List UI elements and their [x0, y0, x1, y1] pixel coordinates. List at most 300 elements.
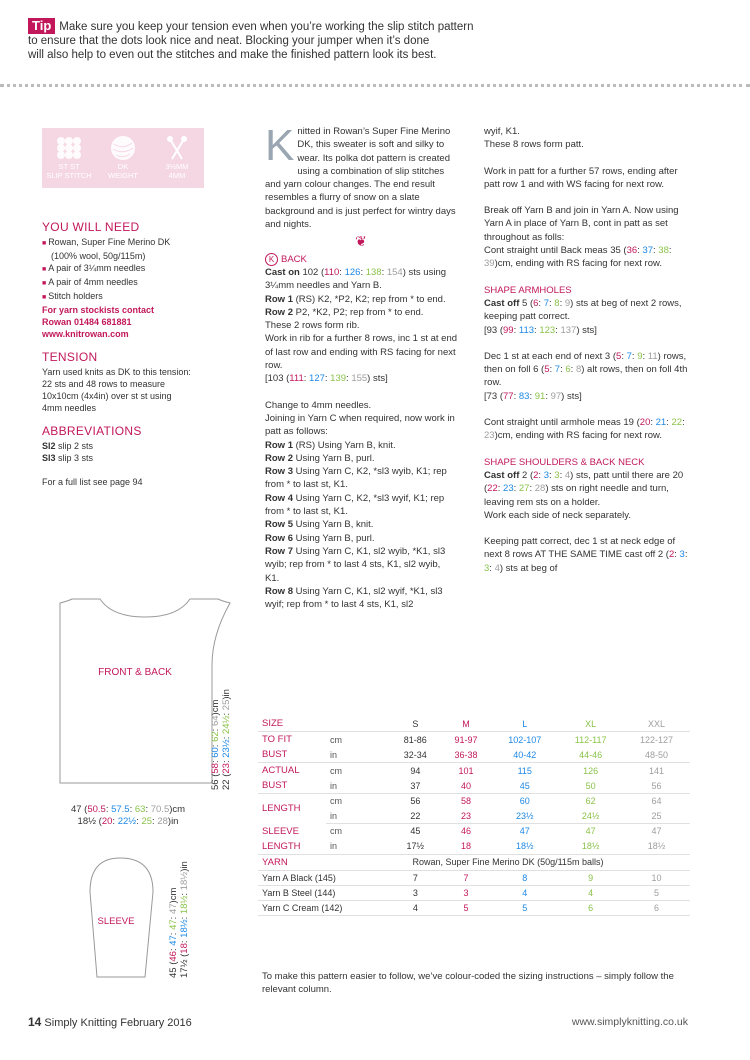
row-key: Row 7 [265, 545, 293, 557]
size-header: SIZE [258, 716, 326, 732]
row-label: ACTUAL [262, 765, 300, 776]
row-label: LENGTH [258, 839, 326, 855]
tension-text: Yarn used knits as DK to this tension: 22 sts and 48 rows to measure 10x10cm (4x4in) over st st using 4mm needles [42, 367, 191, 413]
stockist-url: www.knitrowan.com [42, 329, 129, 339]
back-title: BACK [281, 253, 307, 265]
row-text: P2, *K2, P2; rep from * to end. [295, 306, 424, 318]
para: Cont straight until Back meas 35 (36: 37: 38: 39)cm, ending with RS facing for next row. [484, 245, 672, 270]
size-xxl: 155 [351, 373, 368, 385]
size-table [258, 716, 690, 916]
para: Cast off 2 (2: 3: 3: 4) sts, patt until there are 20 (22: 23: 27: 28) sts on right needle and turn, leaving rem sts on a holder. [484, 469, 684, 508]
size-xxl: 39 [484, 258, 495, 270]
size-l: 3 [679, 549, 685, 561]
value-cell: 3 [390, 885, 441, 900]
tip-box [28, 18, 728, 62]
txt: 56 ( [210, 773, 221, 790]
material-item: ■ Stitch holders [42, 290, 222, 304]
row-instruction [265, 306, 457, 319]
row-text: Using Yarn B, purl. [295, 452, 375, 464]
para: These 8 rows form patt. [484, 139, 584, 151]
txt: 18½ ( [77, 816, 102, 827]
size-xxl: 137 [560, 324, 577, 336]
value-cell: 6 [558, 900, 623, 915]
stitch-info [45, 134, 93, 188]
size-xxl: 97 [550, 390, 562, 402]
value-cell: 45 [491, 778, 558, 794]
value-cell: 17½ [390, 839, 441, 855]
abbr-full-list: For a full list see page 94 [42, 477, 143, 487]
value-cell: 47 [519, 826, 530, 837]
value-cell: 40 [441, 778, 492, 794]
value-cell: 101 [458, 765, 474, 776]
needles-icon [153, 134, 201, 162]
row-key: Row 8 [265, 585, 293, 597]
size-xl: 139 [330, 373, 347, 385]
shape-shoulders-heading: SHAPE SHOULDERS & BACK NECK [484, 456, 645, 468]
value-cell: 47 [585, 826, 596, 837]
row-key: Row 1 [265, 439, 293, 451]
value-cell: 46 [460, 826, 471, 837]
icon-label: DK [117, 162, 129, 171]
size-m: 50.5 [87, 804, 106, 815]
join-yarn: Joining in Yarn C when required, now work in patt as follows: [265, 412, 455, 438]
value-cell: 7 [390, 870, 441, 885]
intro-text: nitted in Rowan’s Super Fine Merino DK, this sweater is soft and silky to wear. Its polka dot pattern is created using a combination of slip stitches and yarn colour changes. The end result resembles a flurry of snow on a slate background and is just perfect for wintry days and nights. [265, 126, 456, 231]
pattern-info-icons [42, 128, 204, 188]
table-row [258, 870, 690, 885]
stockist-phone: Rowan 01484 681881 [42, 317, 132, 327]
para: Cont straight until armhole meas 19 (20: 21: 22: 23)cm, ending with RS facing for next row. [484, 417, 685, 442]
abbr-value: slip 3 sts [58, 453, 94, 463]
size-xl: 25 [141, 816, 153, 827]
ornament-icon: ❦ [355, 233, 367, 250]
txt: ) sts] [561, 390, 582, 402]
table-row [258, 763, 690, 779]
size-m: 46 [168, 951, 179, 962]
icon-label: 4MM [168, 171, 186, 180]
txt: ) sts at beg of [499, 562, 558, 574]
value-cell: 18½ [623, 839, 690, 855]
txt: )in [167, 816, 179, 827]
row-instruction [265, 532, 457, 545]
txt: 45 ( [168, 961, 179, 978]
txt: 102 ( [302, 266, 325, 278]
size-l: 7 [543, 297, 549, 309]
size-xxl: 4 [564, 469, 571, 481]
intro-paragraph [265, 121, 457, 231]
row-instruction [265, 492, 457, 519]
row-label: TO FIT [262, 734, 292, 745]
row-label: LENGTH [262, 803, 301, 815]
size-l: 83 [518, 390, 530, 402]
you-will-need-title: YOU WILL NEED [42, 220, 140, 234]
value-cell: 10 [623, 870, 690, 885]
value-cell: 18½ [491, 839, 558, 855]
abbr-item [42, 452, 222, 464]
unit-cell: cm [330, 796, 342, 807]
txt: ) sts, patt until there are 20 ( [484, 469, 684, 495]
unit-cell: in [326, 747, 390, 763]
value-cell: 115 [517, 765, 532, 776]
value-cell: 64 [651, 796, 662, 807]
size-xl: 63 [134, 804, 146, 815]
value-cell: 4 [491, 885, 558, 900]
yarn-name: Yarn A Black (145) [258, 870, 390, 885]
size-l: 47 [168, 935, 179, 946]
unit-cell [326, 716, 390, 732]
size-l: 7 [554, 364, 561, 376]
row-key: Row 2 [265, 306, 293, 318]
tension-title: TENSION [42, 350, 98, 364]
abbr-value: slip 2 sts [58, 441, 94, 451]
row-label: SLEEVE [262, 825, 299, 837]
stitch-count: [73 (77: 83: 91: 97) sts] [484, 390, 582, 402]
size-xl: 6 [565, 364, 571, 376]
table-row [258, 716, 690, 732]
value-cell: 48-50 [623, 747, 690, 763]
size-m: 99 [503, 324, 514, 336]
size-l: 127 [309, 373, 325, 385]
icon-label: SLIP STITCH [46, 171, 92, 180]
yarn-name: Yarn C Cream (142) [258, 900, 390, 915]
size-m: 23 [221, 763, 232, 774]
footer-url[interactable]: www.simplyknitting.co.uk [571, 1016, 688, 1028]
row-text: Using Yarn B, purl. [295, 532, 375, 544]
tip-line: will also help to even out the stitches and make the finished pattern look its best. [28, 49, 437, 61]
txt: 5 ( [522, 297, 534, 309]
size-m: 22 [487, 483, 498, 495]
size-l: 60 [210, 747, 221, 758]
value-cell: 5 [491, 900, 558, 915]
value-cell: 40-42 [491, 747, 558, 763]
size-m: 5 [616, 350, 622, 362]
colour-code-note: To make this pattern easier to follow, we’ve colour-coded the sizing instructions – simply follow the relevant column. [262, 971, 674, 995]
size-xl: 3 [484, 562, 490, 574]
txt: )cm [169, 804, 186, 815]
table-row [258, 732, 690, 748]
size-m: 20 [639, 417, 651, 429]
value-cell: 18 [441, 839, 492, 855]
size-xl: 47 [168, 919, 179, 930]
para: Break off Yarn B and join in Yarn A. Now using Yarn A in place of Yarn B, cont in patt as set throughout as folls: [484, 205, 679, 243]
txt: 22 ( [221, 773, 232, 790]
size-cell: S [390, 716, 441, 732]
tip-badge: Tip [28, 18, 55, 34]
cast-on-key: Cast on [265, 266, 300, 278]
yarn-ball-icon [99, 134, 147, 162]
rib-text: These 2 rows form rib. [265, 320, 360, 332]
row-instruction [265, 545, 457, 585]
value-cell: 36-38 [441, 747, 492, 763]
value-cell: 112-117 [574, 734, 607, 745]
txt: [73 ( [484, 390, 504, 402]
size-m: 2 [668, 549, 675, 561]
materials-column [42, 220, 222, 488]
size-xl: 123 [539, 324, 556, 336]
txt: )cm [168, 887, 179, 904]
size-xxl: 47 [168, 903, 179, 915]
size-xl: 24½ [221, 715, 232, 734]
material-item: ■ A pair of 3¼mm needles [42, 262, 222, 276]
pattern-column-2 [484, 125, 689, 575]
sleeve-label: SLEEVE [97, 916, 135, 927]
abbreviations-title: ABBREVIATIONS [42, 424, 142, 438]
unit-cell: cm [330, 765, 342, 776]
size-cell: L [491, 716, 558, 732]
table-row [258, 839, 690, 855]
txt: ) rows, then on foll 6 ( [484, 350, 687, 376]
table-row [258, 747, 690, 763]
value-cell: 6 [623, 900, 690, 915]
size-l: 23½ [221, 739, 232, 758]
size-l: 18½ [179, 919, 190, 938]
page-number: 14 [28, 1015, 42, 1029]
weight-info [99, 134, 147, 188]
txt: ) sts on right needle and turn, leaving rem sts on a holder. [484, 483, 669, 508]
size-xl: 27 [518, 483, 530, 495]
size-xxl: 11 [647, 350, 658, 362]
size-l: 22½ [117, 816, 137, 827]
txt: )cm, ending with RS facing for next row. [494, 258, 662, 270]
unit-cell: in [326, 839, 390, 855]
value-cell: 37 [390, 778, 441, 794]
size-m: 111 [289, 373, 304, 385]
unit-cell: in [326, 809, 390, 824]
stitch-count: [93 (99: 113: 123: 137) sts] [484, 324, 597, 336]
value-cell: 4 [390, 900, 441, 915]
row-label: BUST [258, 778, 326, 794]
row-key: Row 2 [265, 452, 293, 464]
value-cell: 18½ [558, 839, 623, 855]
para: wyif, K1. [484, 126, 520, 137]
magazine-issue: Simply Knitting February 2016 [44, 1017, 192, 1029]
size-xl: 8 [554, 297, 560, 309]
cast-off-key: Cast off [484, 469, 520, 481]
size-xxl: 70.5 [150, 804, 170, 815]
stitch-swatch-icon [45, 134, 93, 162]
para: Work each side of neck separately. [484, 509, 631, 521]
size-l: 113 [518, 324, 535, 336]
yarn-description: Rowan, Super Fine Merino DK (50g/115m balls) [326, 854, 690, 870]
unit-cell: in [326, 778, 390, 794]
size-l: 3 [543, 469, 549, 481]
value-cell: 24½ [558, 809, 623, 824]
row-label: YARN [258, 854, 326, 870]
txt: Dec 1 st at each end of next 3 ( [484, 350, 617, 362]
tip-line: to ensure that the dots look nice and neat. Blocking your jumper when it’s done [28, 35, 430, 47]
size-xxl: 154 [386, 266, 403, 278]
size-l: 37 [642, 245, 654, 257]
value-cell: 9 [558, 870, 623, 885]
value-cell: 91-97 [454, 734, 478, 745]
size-m: 5 [544, 364, 550, 376]
value-cell: 4 [558, 885, 623, 900]
txt: Cont straight until Back meas 35 ( [484, 245, 627, 257]
size-cell: XL [558, 716, 623, 732]
txt: Keeping patt correct, dec 1 st at neck edge of next 8 rows AT THE SAME TIME cast off 2 ( [484, 536, 676, 561]
front-width-label: 47 (50.5: 57.5: 63: 70.5)cm 18½ (20: 22½: 25: 28)in [70, 804, 186, 827]
value-cell: 23½ [491, 809, 558, 824]
table-row [258, 854, 690, 870]
txt: )in [179, 861, 190, 872]
size-l: 23 [503, 483, 514, 495]
size-cell: XXL [623, 716, 690, 732]
size-m: 18 [179, 943, 190, 954]
size-xl: 9 [637, 350, 643, 362]
material-item: ■ A pair of 4mm needles [42, 276, 222, 290]
k-circle-icon: K [265, 253, 278, 266]
txt: 2 ( [522, 469, 534, 481]
yarn-name: Yarn B Steel (144) [258, 885, 390, 900]
row-instruction [265, 439, 457, 452]
size-l: 21 [655, 417, 667, 429]
rib-text: Work in rib for a further 8 rows, inc 1 st at end of last row and ending with RS facing for next row. [265, 333, 458, 372]
needle-info [153, 134, 201, 188]
row-text: Using Yarn C, K2, *sl3 wyif, K1; rep from * to last st, K1. [265, 492, 445, 518]
shape-armholes-heading: SHAPE ARMHOLES [484, 284, 572, 296]
cast-on: Cast on 102 (110: 126: 138: 154) sts using 3¼mm needles and Yarn B. [265, 266, 447, 292]
size-xxl: 9 [564, 297, 571, 309]
value-cell: 50 [558, 778, 623, 794]
value-cell: 81-86 [403, 734, 427, 745]
size-l: 57.5 [111, 804, 130, 815]
txt: )cm [210, 699, 221, 716]
size-xl: 22 [671, 417, 683, 429]
size-m: 77 [503, 390, 514, 402]
unit-cell: cm [330, 734, 342, 745]
size-xl: 62 [210, 731, 221, 742]
change-needles: Change to 4mm needles. [265, 399, 372, 411]
icon-label: ST ST [58, 162, 80, 171]
value-cell: 44-46 [558, 747, 623, 763]
size-xxl: 8 [575, 364, 582, 376]
row-label: BUST [258, 747, 326, 763]
icon-label: 3½MM [165, 162, 189, 171]
footer-issue [28, 1015, 192, 1029]
txt: [103 ( [265, 373, 290, 385]
sleeve-diagram [75, 852, 175, 982]
table-row [258, 824, 690, 839]
row-instruction [265, 518, 457, 531]
row-text: (RS) Using Yarn B, knit. [295, 439, 396, 451]
value-cell: 60 [519, 796, 530, 807]
value-cell: 5 [623, 885, 690, 900]
row-text: Using Yarn B, knit. [295, 519, 374, 531]
value-cell: 141 [648, 765, 665, 776]
value-cell: 58 [460, 796, 471, 807]
size-l: 126 [344, 266, 361, 278]
value-cell: 45 [410, 826, 421, 837]
size-m: 6 [533, 297, 539, 309]
value-cell: 32-34 [390, 747, 441, 763]
value-cell: 3 [441, 885, 492, 900]
txt: Cont straight until armhole meas 19 ( [484, 417, 640, 429]
abbr-key: Sl3 [42, 453, 56, 463]
txt: 17½ ( [179, 953, 190, 978]
size-xxl: 4 [494, 562, 500, 574]
abbr-key: Sl2 [42, 441, 56, 451]
row-text: Using Yarn C, K2, *sl3 wyib, K1; rep from * to last st, K1. [265, 466, 447, 491]
size-xl: 91 [534, 390, 546, 402]
txt: ) sts using 3¼mm needles and Yarn B. [265, 266, 447, 292]
value-cell: 8 [491, 870, 558, 885]
value-cell: 122-127 [639, 734, 674, 745]
value-cell: 22 [390, 809, 441, 824]
size-xxl: 18½ [179, 871, 190, 891]
row-text: (RS) K2, *P2, K2; rep from * to end. [295, 293, 446, 305]
txt: )cm, ending with RS facing for next row. [494, 430, 662, 442]
value-cell: 62 [585, 796, 596, 807]
table-row [258, 900, 690, 915]
front-height-label: 56 (58: 60: 62: 64)cm 22 (23: 23½: 24½: 25)in [210, 689, 232, 790]
value-cell: 47 [651, 826, 662, 837]
stockist-line: For yarn stockists contact [42, 305, 155, 315]
row-key: Row 1 [265, 293, 293, 305]
txt: ) sts] [576, 324, 597, 336]
row-key: Row 3 [265, 466, 293, 478]
txt: ) sts] [367, 373, 388, 385]
txt: )in [221, 689, 232, 700]
row-key: Row 6 [265, 532, 293, 544]
size-xl: 138 [365, 266, 382, 278]
abbr-item [42, 440, 222, 452]
para: Dec 1 st at each end of next 3 (5: 7: 9: 11) rows, then on foll 6 (5: 7: 6: 8) alt rows, then on foll 4th row. [484, 350, 688, 389]
size-m: 2 [533, 469, 539, 481]
material-item: (100% wool, 50g/115m) [51, 251, 146, 261]
row-instruction [265, 465, 457, 492]
value-cell: 5 [441, 900, 492, 915]
row-instruction [265, 452, 457, 465]
value-cell: 7 [441, 870, 492, 885]
icon-label: WEIGHT [108, 171, 138, 180]
size-l: 7 [626, 350, 632, 362]
size-xl: 18½ [179, 895, 190, 915]
size-xl: 38 [658, 245, 669, 257]
value-cell: 94 [410, 765, 421, 776]
txt: 47 ( [70, 804, 88, 815]
size-m: 20 [101, 816, 113, 827]
tip-line: Make sure you keep your tension even when you’re working the slip stitch pattern [59, 21, 474, 33]
dotted-divider [0, 84, 750, 87]
size-xxl: 28 [157, 816, 168, 827]
material-item: ■ Rowan, Super Fine Merino DK [42, 236, 222, 250]
table-row [258, 778, 690, 794]
sleeve-height-label: 45 (46: 47: 47: 47)cm 17½ (18: 18½: 18½: 18½)in [168, 861, 190, 978]
back-heading [265, 253, 457, 266]
size-xxl: 64 [210, 715, 221, 727]
size-m: 36 [626, 245, 638, 257]
size-xl: 3 [554, 469, 560, 481]
value-cell: 102-107 [508, 734, 542, 745]
front-back-label: FRONT & BACK [98, 667, 172, 678]
para: Keeping patt correct, dec 1 st at neck edge of next 8 rows AT THE SAME TIME cast off 2 (2: 3: 3: 4) sts at beg of [484, 536, 688, 574]
txt: [93 ( [484, 324, 504, 336]
size-xxl: 28 [534, 483, 546, 495]
size-cell: M [441, 716, 492, 732]
txt: ) sts at beg of next 2 rows, keeping patt correct. [484, 297, 682, 323]
row-key: Row 4 [265, 492, 293, 504]
size-m: 110 [324, 266, 340, 278]
para: Work in patt for a further 57 rows, ending after patt row 1 and with WS facing for next row. [484, 165, 678, 190]
table-row [258, 794, 690, 809]
cast-off-key: Cast off [484, 297, 520, 309]
value-cell: 25 [623, 809, 690, 824]
row-instruction [265, 293, 457, 306]
row-text: Using Yarn C, K1, sl2 wyif, *K1, sl3 wyif; rep from * to last 4 sts, K1, sl2 [265, 585, 443, 611]
value-cell: 126 [583, 765, 599, 776]
value-cell: 56 [410, 796, 421, 807]
unit-cell: cm [330, 826, 342, 837]
